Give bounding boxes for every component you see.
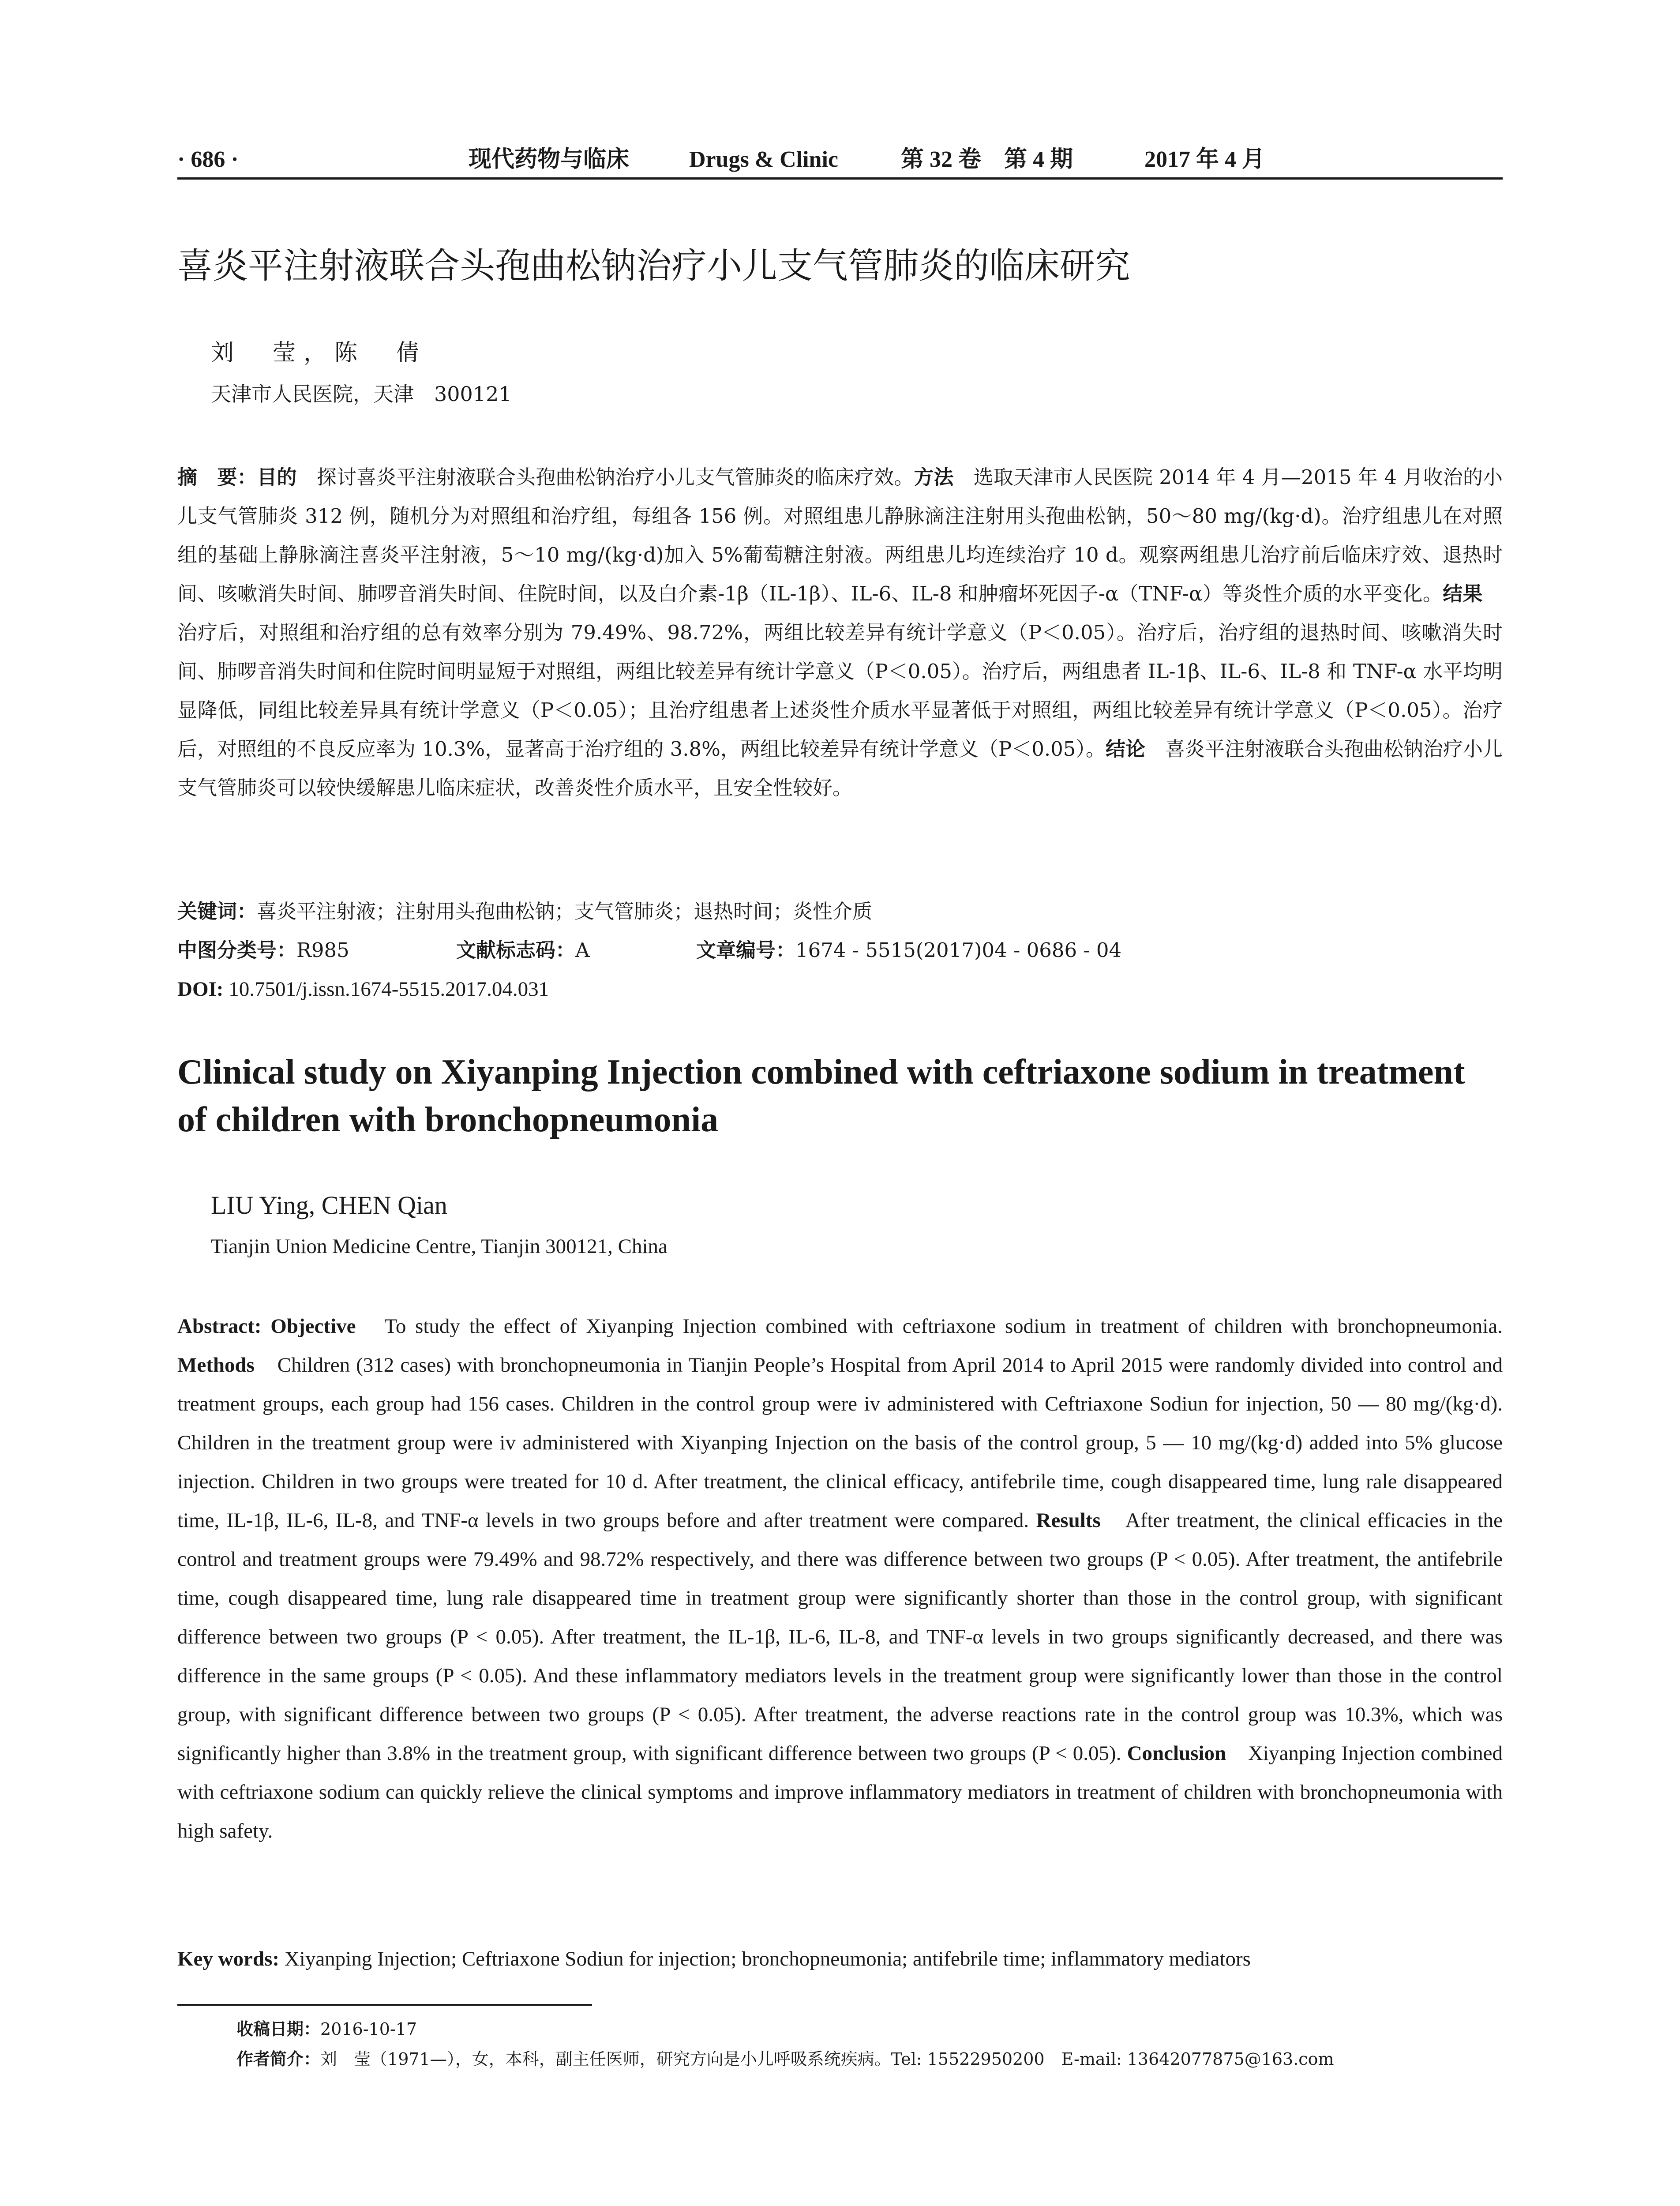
keywords-label-en: Key words: [177,1947,280,1970]
received-date: 2016-10-17 [320,2019,417,2039]
objective-text-cn: 探讨喜炎平注射液联合头孢曲松钠治疗小儿支气管肺炎的临床疗效。 [296,465,914,489]
abstract-label-en: Abstract: [177,1315,262,1338]
affiliation-cn: 天津市人民医院，天津 300121 [211,382,512,406]
methods-label-cn: 方法 [914,465,954,489]
objective-label-cn: 目的 [257,465,297,489]
keywords-cn [177,894,872,929]
doc-code-label: 文献标志码： [456,938,576,962]
doc-code-value: A [575,938,590,962]
page-number: · 686 · [177,147,239,172]
keywords-en [177,1941,1251,1977]
authors-en: LIU Ying, CHEN Qian [211,1191,447,1219]
clc-value: R985 [296,938,349,962]
volume-issue: 第 32 卷 第 4 期 [901,147,1073,172]
results-text-en: After treatment, the clinical efficacies in the control and treatment groups were 79.49% and 98.72% respectively, and there was difference between two groups (P < 0.05). After treatment, the antifebrile time, cough disappeared time, lung rale disappeared time in treatment group were significantly shorter than those in the control group, with significant difference between two groups (P < 0.05). After treatment, the IL-1β, IL-6, IL-8, and TNF-α levels in two groups significantly decreased, and there was difference in the same groups (P < 0.05). And these inflammatory mediators levels in the treatment group were significantly lower than those in the control group, with significant difference between two groups (P < 0.05). After treatment, the adverse reactions rate in the control group was 10.3%, which was significantly higher than 3.8% in the treatment group, with significant difference between two groups (P < 0.05). [177,1509,1503,1765]
clc-label: 中图分类号： [177,938,297,962]
methods-text-cn: 选取天津市人民医院 2014 年 4 月—2015 年 4 月收治的小儿支气管肺炎 312 例，随机分为对照组和治疗组，每组各 156 例。对照组患儿静脉滴注注射用头孢曲松钠，50～80 mg/(kg·d)。治疗组患儿在对照组的基础上静脉滴注喜炎平注射液，5～10 mg/(kg·d)加入 5%葡萄糖注射液。两组患儿均连续治疗 10 d。观察两组患儿治疗前后临床疗效、退热时间、咳嗽消失时间、肺啰音消失时间、住院时间，以及白介素-1β（IL-1β）、IL-6、IL-8 和肿瘤坏死因子-α（TNF-α）等炎性介质的水平变化。 [177,465,1503,605]
article-number [696,933,1121,968]
methods-label-en: Methods [177,1354,255,1377]
running-header [177,142,1503,177]
article-title-en: Clinical study on Xiyanping Injection combined with ceftriaxone sodium in treatment of children with bronchopneumonia [177,1053,1465,1139]
author-bio-text: 刘 莹（1971—），女，本科，副主任医师，研究方向是小儿呼吸系统疾病。Tel: 15522950200 E-mail: 13642077875@163.com [320,2049,1334,2069]
objective-text-en: To study the effect of Xiyanping Injection combined with ceftriaxone sodium in treatment of children with bronchopneumonia. [356,1315,1503,1338]
doi-value: 10.7501/j.issn.1674-5515.2017.04.031 [223,978,549,1001]
footnote-rule [177,2004,592,2006]
abstract-en [177,1307,1503,1850]
abstract-cn [177,458,1503,807]
affiliation-en: Tianjin Union Medicine Centre, Tianjin 300121, China [211,1235,668,1258]
abstract-label-cn: 摘 要： [177,465,257,489]
journal-name-cn: 现代药物与临床 [469,147,630,172]
results-text-cn: 治疗后，对照组和治疗组的总有效率分别为 79.49%、98.72%，两组比较差异有统计学意义（P＜0.05）。治疗后，治疗组的退热时间、咳嗽消失时间、肺啰音消失时间和住院时间明显短于对照组，两组比较差异有统计学意义（P＜0.05）。治疗后，两组患者 IL-1β、IL-6、IL-8 和 TNF-α 水平均明显降低，同组比较差异具有统计学意义（P＜0.05）；且治疗组患者上述炎性介质水平显著低于对照组，两组比较差异有统计学意义（P＜0.05）。治疗后，对照组的不良反应率为 10.3%，显著高于治疗组的 3.8%，两组比较差异有统计学意义（P＜0.05）。 [177,582,1503,761]
doi-label: DOI: [177,978,224,1001]
clc-code [177,933,349,968]
results-label-cn: 结果 [1443,582,1483,605]
author-bio-label: 作者简介： [236,2049,321,2069]
issue-date: 2017 年 4 月 [1144,147,1265,172]
document-code [456,933,590,968]
results-label-en: Results [1036,1509,1101,1532]
keywords-label-cn: 关键词： [177,900,257,923]
keywords-text-cn: 喜炎平注射液；注射用头孢曲松钠；支气管肺炎；退热时间；炎性介质 [257,900,873,923]
article-title-cn: 喜炎平注射液联合头孢曲松钠治疗小儿支气管肺炎的临床研究 [177,245,1130,286]
conclusion-label-en: Conclusion [1127,1742,1226,1765]
authors-cn: 刘 莹，陈 倩 [211,340,428,366]
footnote-received [236,2015,417,2044]
footnote-author-bio [236,2045,1334,2074]
conclusion-label-cn: 结论 [1105,737,1145,761]
keywords-text-en: Xiyanping Injection; Ceftriaxone Sodiun for injection; bronchopneumonia; antifebrile time; inflammatory mediators [279,1947,1251,1970]
conclusion-text-en: Xiyanping Injection combined with ceftriaxone sodium can quickly relieve the clinical symptoms and improve inflammatory mediators in treatment of children with bronchopneumonia with high safety. [177,1742,1503,1842]
classification-line [177,933,1503,968]
article-no-value: 1674 - 5515(2017)04 - 0686 - 04 [795,938,1122,962]
article-no-label: 文章编号： [696,938,796,962]
received-label: 收稿日期： [236,2019,321,2039]
doi-line [177,972,549,1007]
journal-name-en: Drugs & Clinic [689,147,838,172]
methods-text-en: Children (312 cases) with bronchopneumonia in Tianjin People’s Hospital from April 2014 to April 2015 were randomly divided into control and treatment groups, each group had 156 cases. Children in the control group were iv administered with Ceftriaxone Sodiun for injection, 50 — 80 mg/(kg·d). Children in the treatment group were iv administered with Xiyanping Injection on the basis of the control group, 5 — 10 mg/(kg·d) added into 5% glucose injection. Children in two groups were treated for 10 d. After treatment, the clinical efficacy, antifebrile time, cough disappeared time, lung rale disappeared time, IL-1β, IL-6, IL-8, and TNF-α levels in two groups before and after treatment were compared. [177,1354,1503,1532]
header-rule [177,177,1503,180]
objective-label-en: Objective [261,1315,356,1338]
conclusion-text-cn: 喜炎平注射液联合头孢曲松钠治疗小儿支气管肺炎可以较快缓解患儿临床症状，改善炎性介质水平，且安全性较好。 [177,737,1503,799]
